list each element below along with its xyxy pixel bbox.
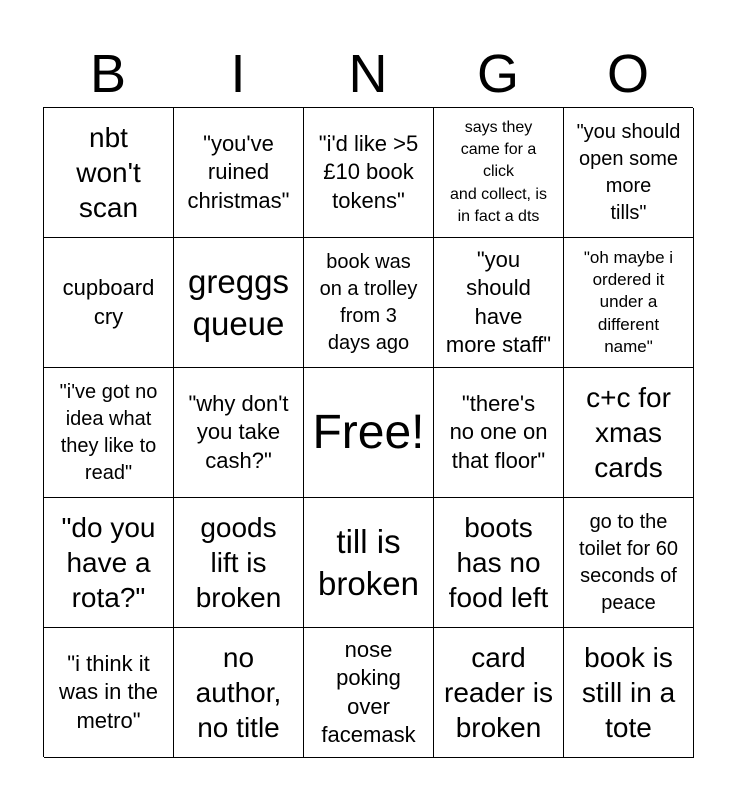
free-space-cell[interactable]: Free! xyxy=(304,368,434,498)
header-letter-b: B xyxy=(89,44,127,104)
bingo-cell[interactable]: go to the toilet for 60 seconds of peace xyxy=(564,498,694,628)
bingo-cell[interactable]: "i've got no idea what they like to read" xyxy=(44,368,174,498)
bingo-cell[interactable]: greggs queue xyxy=(174,238,304,368)
bingo-cell[interactable]: book is still in a tote xyxy=(564,628,694,758)
header-letter-o: O xyxy=(606,44,649,104)
bingo-cell[interactable]: "you should have more staff" xyxy=(434,238,564,368)
bingo-cell[interactable]: says they came for a click and collect, is in fact a dts xyxy=(434,108,564,238)
bingo-cell[interactable]: "do you have a rota?" xyxy=(44,498,174,628)
bingo-cell[interactable]: c+c for xmas cards xyxy=(564,368,694,498)
bingo-cell[interactable]: "why don't you take cash?" xyxy=(174,368,304,498)
bingo-cell[interactable]: "there's no one on that floor" xyxy=(434,368,564,498)
bingo-cell[interactable]: cupboard cry xyxy=(44,238,174,368)
bingo-cell[interactable]: nose poking over facemask xyxy=(304,628,434,758)
bingo-cell[interactable]: till is broken xyxy=(304,498,434,628)
bingo-cell[interactable]: goods lift is broken xyxy=(174,498,304,628)
bingo-cell[interactable]: "you've ruined christmas" xyxy=(174,108,304,238)
bingo-cell[interactable]: "you should open some more tills" xyxy=(564,108,694,238)
bingo-header xyxy=(43,40,693,108)
bingo-card-grid xyxy=(43,107,693,757)
bingo-cell[interactable]: "oh maybe i ordered it under a different name" xyxy=(564,238,694,368)
bingo-cell[interactable]: boots has no food left xyxy=(434,498,564,628)
bingo-cell[interactable]: "i think it was in the metro" xyxy=(44,628,174,758)
bingo-cell[interactable]: no author, no title xyxy=(174,628,304,758)
bingo-cell[interactable]: book was on a trolley from 3 days ago xyxy=(304,238,434,368)
bingo-cell[interactable]: "i'd like >5 £10 book tokens" xyxy=(304,108,434,238)
bingo-cell[interactable]: card reader is broken xyxy=(434,628,564,758)
bingo-cell[interactable]: nbt won't scan xyxy=(44,108,174,238)
header-letter-n: N xyxy=(348,44,388,104)
header-letter-g: G xyxy=(476,44,519,104)
header-letter-i: I xyxy=(230,44,246,104)
